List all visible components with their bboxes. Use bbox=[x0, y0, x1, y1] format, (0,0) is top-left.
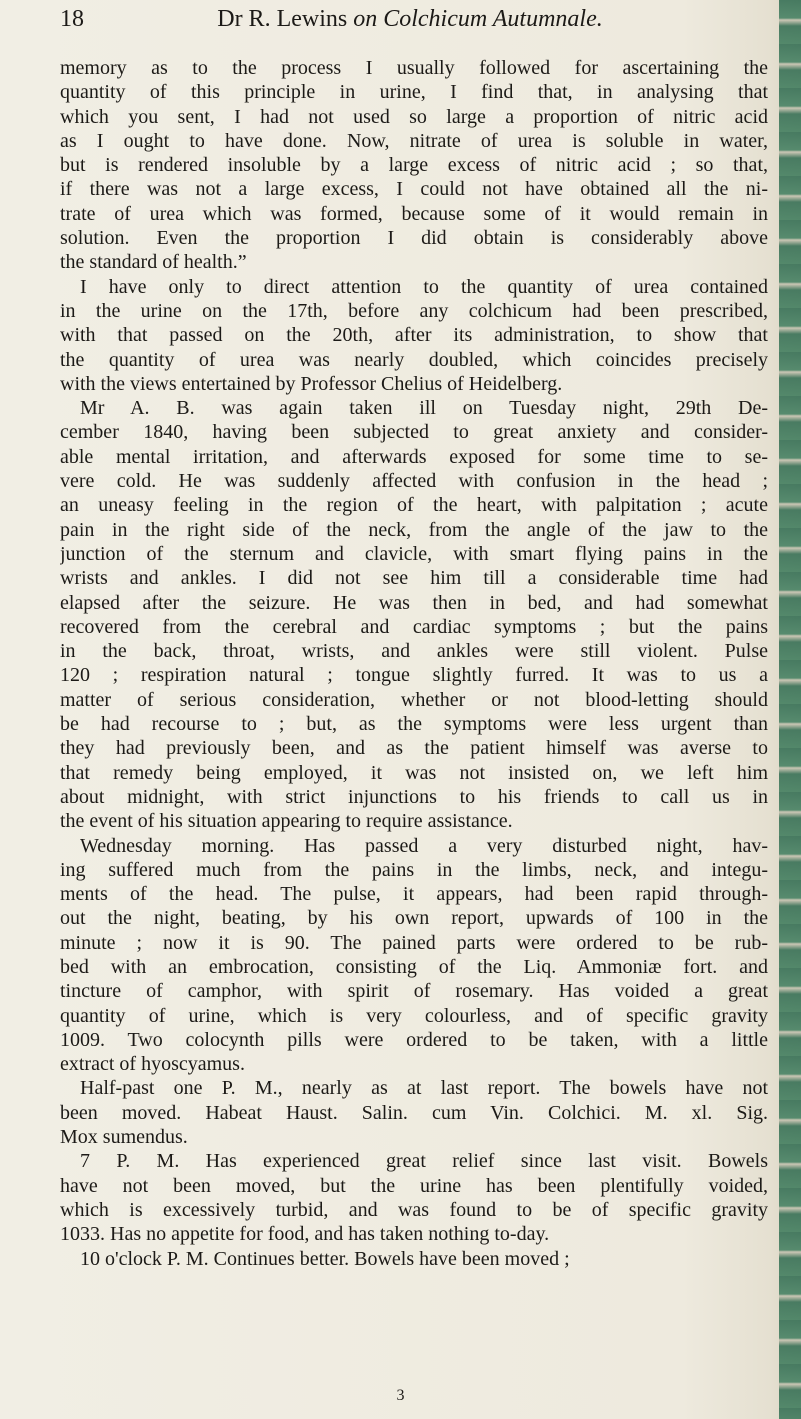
text-line: which is excessively turbid, and was found to be of specific gravity bbox=[60, 1198, 768, 1221]
text-line: the quantity of urea was nearly doubled, which coincides precisely bbox=[60, 348, 768, 371]
text-line: pain in the right side of the neck, from the angle of the jaw to the bbox=[60, 518, 768, 541]
text-line: quantity of urine, which is very colourless, and of specific gravity bbox=[60, 1004, 768, 1027]
text-line: with the views entertained by Professor Chelius of Heidelberg. bbox=[60, 372, 563, 395]
text-line: out the night, beating, by his own report, upwards of 100 in the bbox=[60, 907, 768, 930]
page-number: 18 bbox=[60, 6, 84, 32]
text-line: Mr A. B. was again taken ill on Tuesday night, 29th De- bbox=[80, 397, 768, 420]
text-line: 10 o'clock P. M. Continues better. Bowels have been moved ; bbox=[80, 1247, 570, 1270]
text-line: bed with an embrocation, consisting of the Liq. Ammoniæ fort. and bbox=[60, 955, 768, 978]
text-line: as I ought to have done. Now, nitrate of urea is soluble in water, bbox=[60, 129, 768, 152]
text-line: 120 ; respiration natural ; tongue slightly furred. It was to us a bbox=[60, 664, 768, 687]
text-line: quantity of this principle in urine, I find that, in analysing that bbox=[60, 81, 768, 104]
text-line: solution. Even the proportion I did obtain is considerably above bbox=[60, 227, 768, 250]
text-line: minute ; now it is 90. The pained parts were ordered to be rub- bbox=[60, 931, 768, 954]
page-edge bbox=[779, 0, 801, 1419]
text-line: memory as to the process I usually followed for ascertaining the bbox=[60, 57, 768, 79]
text-line: the standard of health.” bbox=[60, 251, 247, 274]
text-line: 1033. Has no appetite for food, and has taken nothing to-day. bbox=[60, 1223, 550, 1246]
text-line: about midnight, with strict injunctions to his friends to call us in bbox=[60, 785, 768, 808]
text-line: be had recourse to ; but, as the symptoms were less urgent than bbox=[60, 713, 768, 736]
text-line: able mental irritation, and afterwards exposed for some time to se- bbox=[60, 445, 768, 468]
text-line: have not been moved, but the urine has been plentifully voided, bbox=[60, 1174, 768, 1197]
text-line: wrists and ankles. I did not see him till a considerable time had bbox=[60, 567, 768, 590]
text-line: Wednesday morning. Has passed a very disturbed night, hav- bbox=[80, 834, 768, 857]
text-line: been moved. Habeat Haust. Salin. cum Vin. Colchici. M. xl. Sig. bbox=[60, 1101, 768, 1124]
text-line: I have only to direct attention to the quantity of urea contained bbox=[80, 275, 768, 298]
text-line: ing suffered much from the pains in the limbs, neck, and integu- bbox=[60, 858, 768, 881]
text-line: an uneasy feeling in the region of the heart, with palpitation ; acute bbox=[60, 494, 768, 517]
text-line: extract of hyoscyamus. bbox=[60, 1053, 245, 1076]
text-line: but is rendered insoluble by a large excess of nitric acid ; so that, bbox=[60, 154, 768, 177]
text-line: vere cold. He was suddenly affected with confusion in the head ; bbox=[60, 470, 768, 493]
text-line: if there was not a large excess, I could not have obtained all the ni- bbox=[60, 178, 768, 201]
text-line: 7 P. M. Has experienced great relief since last visit. Bowels bbox=[80, 1150, 768, 1173]
text-line: recovered from the cerebral and cardiac symptoms ; but the pains bbox=[60, 615, 768, 638]
text-line: which you sent, I had not used so large a proportion of nitric acid bbox=[60, 105, 768, 128]
text-line: Half-past one P. M., nearly as at last report. The bowels have not bbox=[80, 1077, 768, 1100]
text-line: cember 1840, having been subjected to great anxiety and consider- bbox=[60, 421, 768, 444]
running-title bbox=[60, 6, 760, 33]
text-line: with that passed on the 20th, after its administration, to show that bbox=[60, 324, 768, 347]
body-text bbox=[60, 56, 768, 1271]
text-line: in the urine on the 17th, before any colchicum had been prescribed, bbox=[60, 299, 768, 322]
text-line: trate of urea which was formed, because some of it would remain in bbox=[60, 202, 768, 225]
text-line: the event of his situation appearing to require assistance. bbox=[60, 810, 513, 833]
text-line: 1009. Two colocynth pills were ordered to be taken, with a little bbox=[60, 1028, 768, 1051]
text-line: in the back, throat, wrists, and ankles were still violent. Pulse bbox=[60, 640, 768, 663]
text-line: matter of serious consideration, whether or not blood-letting should bbox=[60, 688, 768, 711]
text-line: ments of the head. The pulse, it appears, had been rapid through- bbox=[60, 883, 768, 906]
text-line: they had previously been, and as the patient himself was averse to bbox=[60, 737, 768, 760]
running-title-prefix: Dr R. Lewins bbox=[217, 6, 354, 32]
text-line: that remedy being employed, it was not insisted on, we left him bbox=[60, 761, 768, 784]
text-line: elapsed after the seizure. He was then in bed, and had somewhat bbox=[60, 591, 768, 614]
text-line: junction of the sternum and clavicle, with smart flying pains in the bbox=[60, 542, 768, 565]
running-title-italic: on Colchicum Autumnale. bbox=[353, 6, 603, 32]
signature-mark: 3 bbox=[396, 1387, 405, 1404]
text-line: tincture of camphor, with spirit of rosemary. Has voided a great bbox=[60, 980, 768, 1003]
page-header bbox=[60, 6, 760, 46]
text-line: Mox sumendus. bbox=[60, 1126, 188, 1149]
